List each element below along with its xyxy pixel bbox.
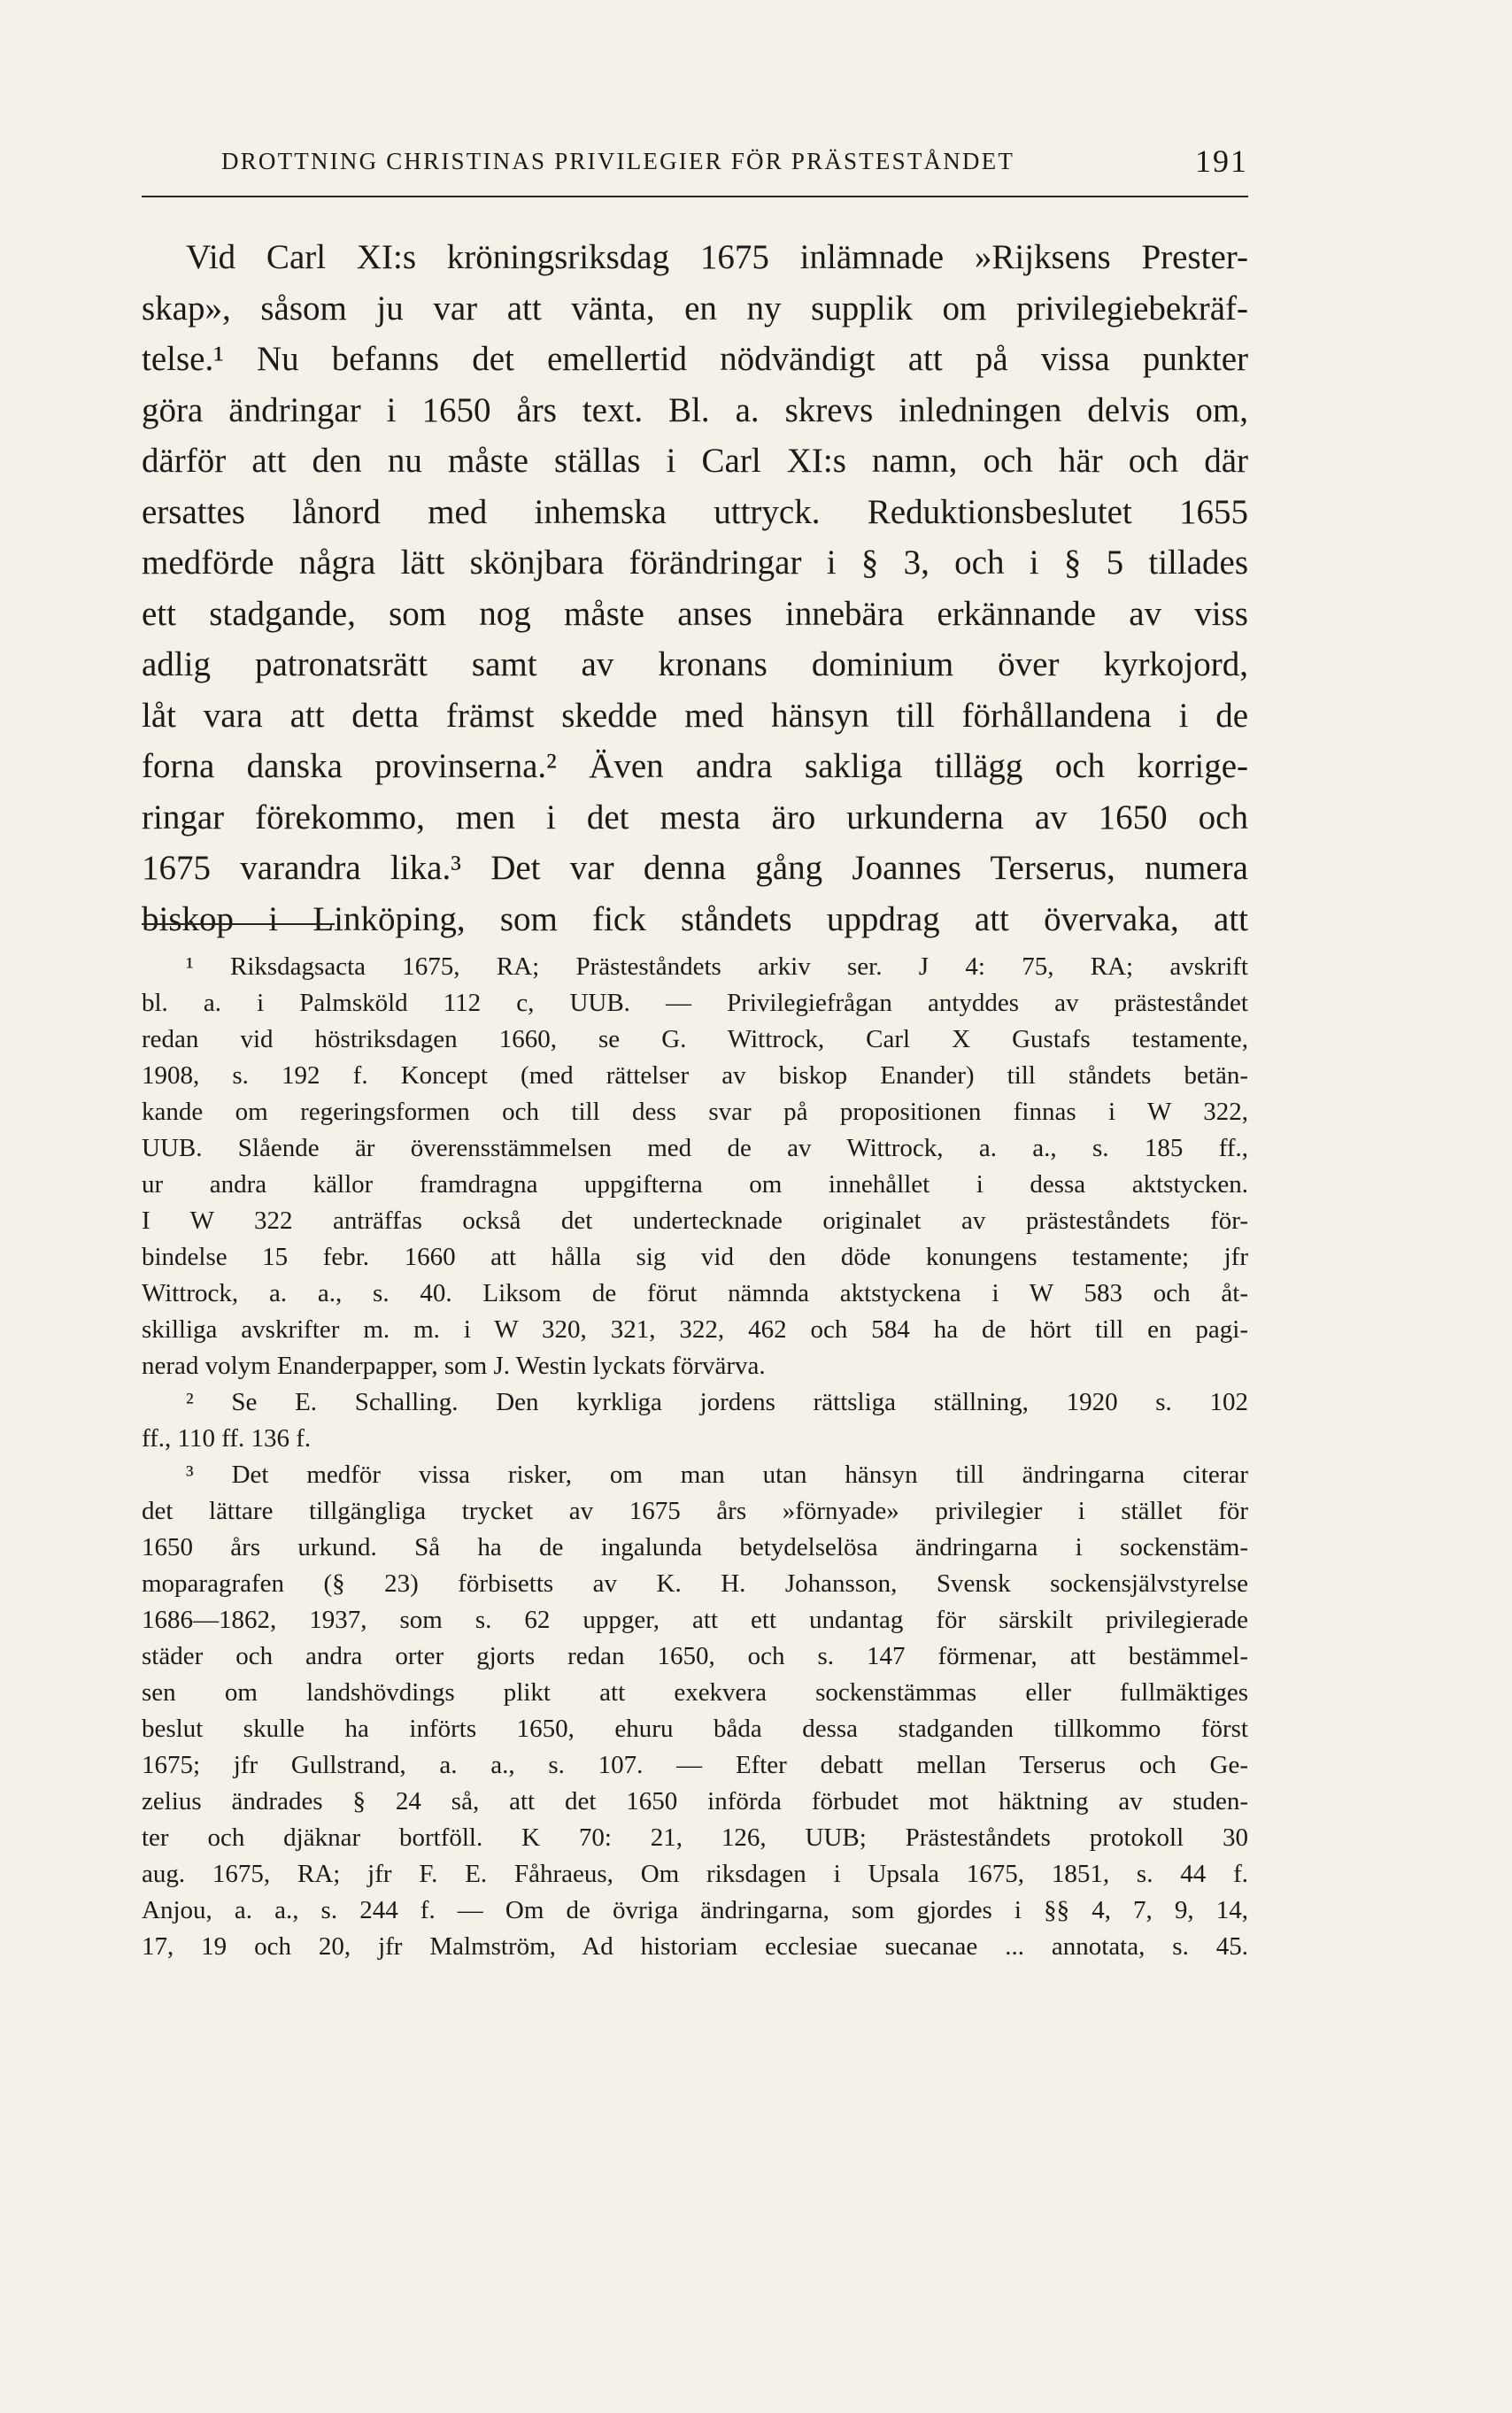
body-line: biskop i Linköping, som fick ståndets uppdrag att övervaka, att (142, 899, 1248, 938)
footnote-line: kande om regeringsformen och till dess svar på propositionen finnas i W 322, (142, 1098, 1248, 1126)
body-line: ringar förekommo, men i det mesta äro urkunderna av 1650 och (142, 798, 1248, 836)
body-line: Vid Carl XI:s kröningsriksdag 1675 inlämnade »Rijksens Prester- (186, 238, 1248, 276)
footnote-line: städer och andra orter gjorts redan 1650, och s. 147 förmenar, att bestämmel- (142, 1642, 1248, 1670)
body-line: forna danska provinserna.² Även andra sakliga tillägg och korrige- (142, 747, 1248, 785)
running-title: DROTTNING CHRISTINAS PRIVILEGIER FÖR PRÄSTESTÅNDET (221, 148, 1015, 174)
footnote-line: bl. a. i Palmsköld 112 c, UUB. — Privilegiefrågan antyddes av prästeståndet (142, 989, 1248, 1017)
body-line: ersattes lånord med inhemska uttryck. Reduktionsbeslutet 1655 (142, 492, 1248, 531)
footnote-line: ff., 110 ff. 136 f. (142, 1424, 312, 1453)
body-line: medförde några lätt skönjbara förändringar i § 3, och i § 5 tillades (142, 544, 1248, 582)
footnote-line: UUB. Slående är överensstämmelsen med de av Wittrock, a. a., s. 185 ff., (142, 1134, 1248, 1162)
footnote-line: ² Se E. Schalling. Den kyrkliga jordens rättsliga ställning, 1920 s. 102 (186, 1388, 1248, 1416)
footnote-line: zelius ändrades § 24 så, att det 1650 införda förbudet mot häktning av studen- (142, 1787, 1248, 1816)
footnote-line: sen om landshövdings plikt att exekvera sockenstämmas eller fullmäktiges (142, 1678, 1248, 1707)
running-head (142, 143, 1248, 197)
body-line: ett stadgande, som nog måste anses innebära erkännande av viss (142, 594, 1248, 633)
footnote-line: 1908, s. 192 f. Koncept (med rättelser av biskop Enander) till ståndets betän- (142, 1061, 1248, 1090)
footnote-line: Wittrock, a. a., s. 40. Liksom de förut nämnda aktstyckena i W 583 och åt- (142, 1279, 1248, 1307)
body-text (142, 232, 1248, 944)
body-line: telse.¹ Nu befanns det emellertid nödvändigt att på vissa punkter (142, 340, 1248, 378)
footnote-line: moparagrafen (§ 23) förbisetts av K. H. Johansson, Svensk sockensjälvstyrelse (142, 1569, 1248, 1598)
body-line: 1675 varandra lika.³ Det var denna gång Joannes Terserus, numera (142, 849, 1248, 887)
footnote-line: ter och djäknar bortföll. K 70: 21, 126, UUB; Prästeståndets protokoll 30 (142, 1823, 1248, 1852)
footnote-line: ¹ Riksdagsacta 1675, RA; Prästeståndets arkiv ser. J 4: 75, RA; avskrift (186, 952, 1248, 981)
body-line: skap», såsom ju var att vänta, en ny supplik om privilegiebekräf- (142, 289, 1248, 328)
footnote-line: 1650 års urkund. Så ha de ingalunda betydelselösa ändringarna i sockenstäm- (142, 1533, 1248, 1561)
footnote-line: ur andra källor framdragna uppgifterna om innehållet i dessa aktstycken. (142, 1170, 1248, 1199)
body-line: låt vara att detta främst skedde med hänsyn till förhållandena i de (142, 696, 1248, 735)
body-line: därför att den nu måste ställas i Carl XI:s namn, och här och där (142, 442, 1248, 480)
body-line: adlig patronatsrätt samt av kronans dominium över kyrkojord, (142, 645, 1248, 683)
footnotes (142, 949, 1248, 1965)
footnote-line: skilliga avskrifter m. m. i W 320, 321, 322, 462 och 584 ha de hört till en pagi- (142, 1315, 1248, 1344)
footnote-line: bindelse 15 febr. 1660 att hålla sig vid den döde konungens testamente; jfr (142, 1243, 1248, 1271)
footnote-line: ³ Det medför vissa risker, om man utan hänsyn till ändringarna citerar (186, 1461, 1248, 1489)
footnote-line: aug. 1675, RA; jfr F. E. Fåhraeus, Om riksdagen i Upsala 1675, 1851, s. 44 f. (142, 1860, 1248, 1888)
footnote-line: 1675; jfr Gullstrand, a. a., s. 107. — Efter debatt mellan Terserus och Ge- (142, 1751, 1248, 1779)
footnote-line: nerad volym Enanderpapper, som J. Westin lyckats förvärva. (142, 1352, 766, 1380)
page-number: 191 (1195, 143, 1248, 179)
footnote-line: 17, 19 och 20, jfr Malmström, Ad historiam ecclesiae suecanae ... annotata, s. 45. (142, 1932, 1248, 1961)
body-line: göra ändringar i 1650 års text. Bl. a. skrevs inledningen delvis om, (142, 390, 1248, 429)
footnote-separator (142, 923, 335, 925)
footnote-line: 1686—1862, 1937, som s. 62 uppger, att ett undantag för särskilt privilegierade (142, 1606, 1248, 1634)
footnote-line: I W 322 anträffas också det undertecknade originalet av prästeståndets för- (142, 1206, 1248, 1235)
footnote-line: redan vid höstriksdagen 1660, se G. Wittrock, Carl X Gustafs testamente, (142, 1025, 1248, 1053)
footnote-line: Anjou, a. a., s. 244 f. — Om de övriga ändringarna, som gjordes i §§ 4, 7, 9, 14, (142, 1896, 1248, 1924)
footnote-line: det lättare tillgängliga trycket av 1675 års »förnyade» privilegier i stället för (142, 1497, 1248, 1525)
footnote-line: beslut skulle ha införts 1650, ehuru båda dessa stadganden tillkommo först (142, 1715, 1248, 1743)
